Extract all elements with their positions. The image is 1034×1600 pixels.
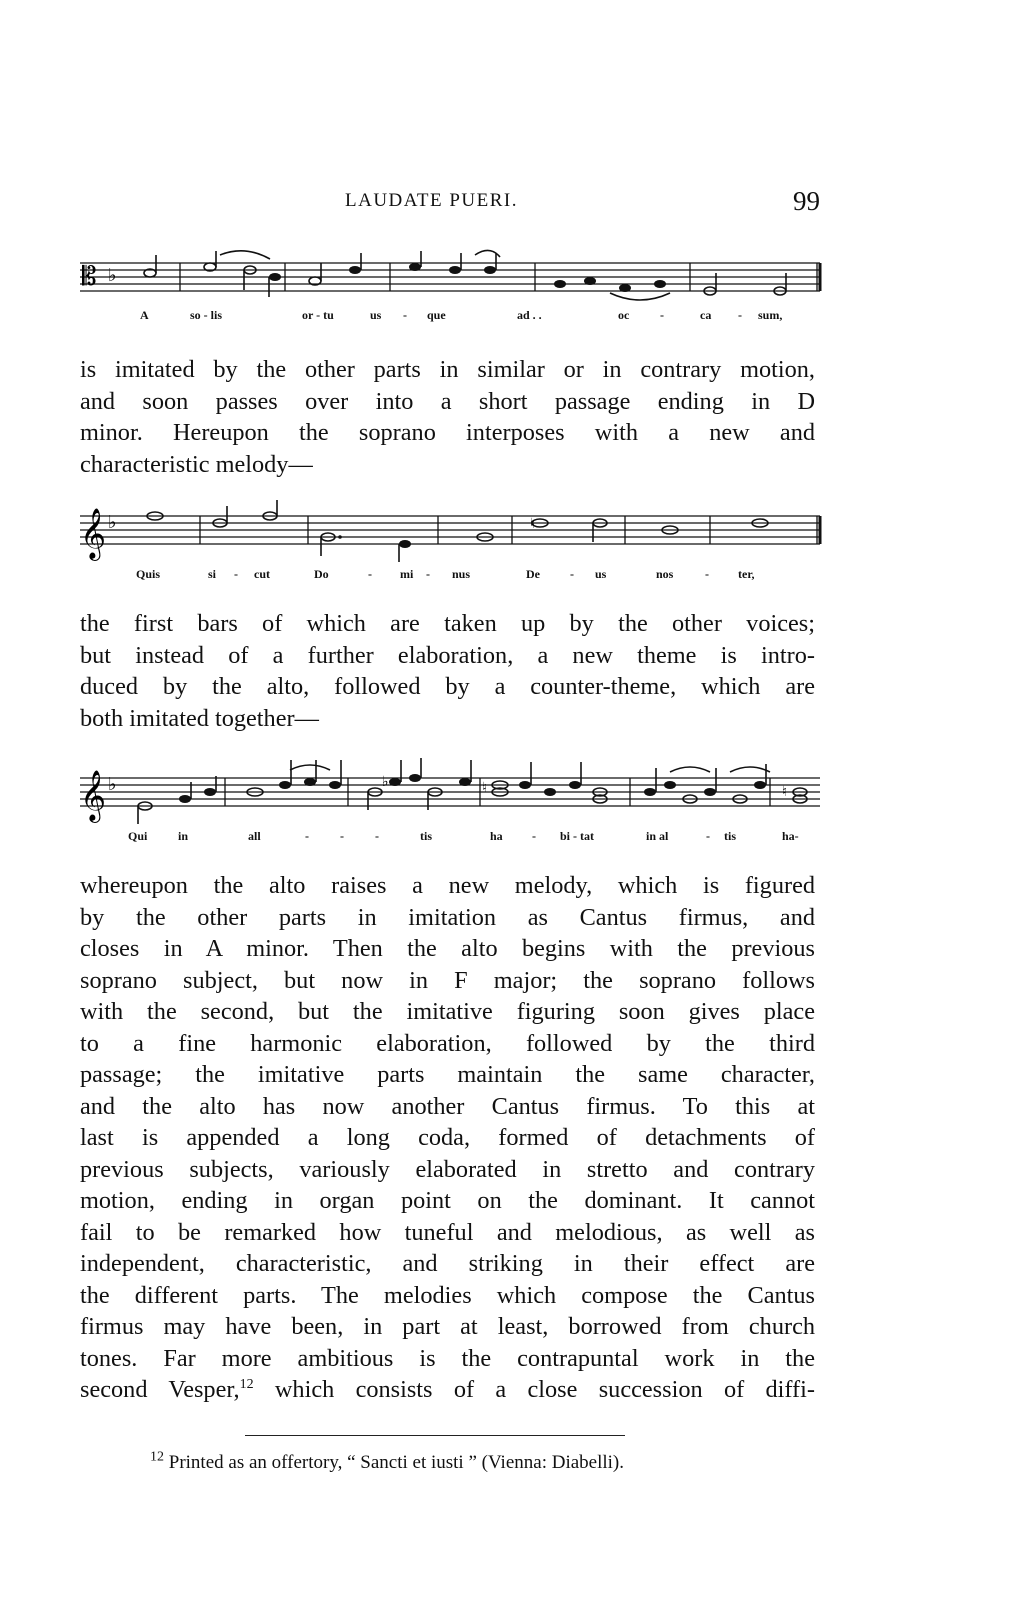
music-example-3: [70, 752, 830, 842]
page-number: 99: [793, 186, 820, 216]
lyric-syllable: mi: [400, 567, 414, 581]
lyric-syllable: -: [570, 567, 574, 581]
natural-icon: ♮: [782, 785, 788, 800]
text-line: closes in A minor. Then the alto begins with the previous: [80, 935, 815, 962]
lyric-syllable: cut: [254, 567, 270, 581]
text-line: independent, characteristic, and striking in their effect are: [80, 1250, 815, 1277]
flat-icon: ♭: [108, 774, 117, 794]
lyric-syllable: sum,: [758, 308, 783, 322]
flat-icon: ♭: [108, 512, 117, 532]
paragraph-1: [80, 354, 815, 480]
lyric-syllable: us: [370, 308, 382, 322]
text-line: last is appended a long coda, formed of detachments of: [80, 1124, 815, 1151]
text-fragment: second Vesper,: [80, 1376, 240, 1403]
lyric-syllable: all: [248, 829, 261, 843]
text-line: and soon passes over into a short passage ending in D: [80, 387, 815, 415]
lyric-syllable: bi - tat: [560, 829, 594, 843]
text-line: duced by the alto, followed by a counter-theme, which are: [80, 673, 815, 700]
lyric-syllable: ha-: [782, 829, 799, 843]
footnote: [150, 1449, 624, 1474]
text-line: motion, ending in organ point on the dominant. It cannot: [80, 1187, 815, 1214]
treble-clef-icon: 𝄞: [80, 770, 107, 821]
lyric-syllable: que: [427, 308, 446, 322]
treble-clef-icon: 𝄞: [80, 508, 107, 559]
music-staff-2: [70, 500, 830, 580]
footnote-marker: 12: [150, 1449, 164, 1465]
lyric-syllable: -: [234, 567, 238, 581]
natural-icon: ♮: [482, 781, 488, 796]
flat-icon: ♭: [108, 265, 117, 285]
natural-icon: ♮: [530, 517, 536, 532]
lyric-syllable: nos: [656, 567, 674, 581]
lyric-syllable: nus: [452, 567, 471, 581]
lyric-syllable: tis: [724, 829, 736, 843]
page-header: [80, 186, 820, 230]
music-example-2: [70, 500, 830, 580]
lyric-syllable: si: [208, 567, 217, 581]
lyric-syllable: -: [340, 829, 344, 843]
lyric-syllable: or - tu: [302, 308, 334, 322]
lyric-syllable: ad . .: [517, 308, 542, 322]
lyric-syllable: -: [706, 829, 710, 843]
paragraph-3: [80, 870, 815, 1406]
lyric-syllable: Quis: [136, 567, 161, 581]
text-line: soprano subject, but now in F major; the soprano follows: [80, 966, 815, 994]
text-line: whereupon the alto raises a new melody, which is figured: [80, 872, 815, 899]
text-line: by the other parts in imitation as Cantus firmus, and: [80, 903, 815, 931]
paragraph-2: [80, 608, 815, 734]
text-line: the different parts. The melodies which compose the Cantus: [80, 1281, 815, 1309]
lyric-syllable: Do: [314, 567, 329, 581]
lyric-syllable: Qui: [128, 829, 148, 843]
text-line: both imitated together—: [80, 704, 319, 732]
music-example-1: [70, 255, 830, 327]
lyric-syllable: tis: [420, 829, 432, 843]
lyric-syllable: -: [532, 829, 536, 843]
text-line: tones. Far more ambitious is the contrapuntal work in the: [80, 1344, 815, 1372]
lyric-syllable: -: [660, 308, 664, 322]
lyric-syllable: -: [368, 567, 372, 581]
lyric-syllable: -: [375, 829, 379, 843]
text-line: to a fine harmonic elaboration, followed by the third: [80, 1029, 815, 1057]
running-title: LAUDATE PUERI.: [345, 190, 518, 211]
text-line-with-footnote: [80, 1374, 815, 1406]
lyric-syllable: ter,: [738, 567, 755, 581]
text-line: previous subjects, variously elaborated in stretto and contrary: [80, 1155, 815, 1183]
text-fragment: which consists of a close succession of diffi-: [253, 1376, 815, 1403]
lyric-syllable: A: [140, 308, 149, 322]
lyric-syllable: -: [738, 308, 742, 322]
footnote-divider: [245, 1435, 625, 1436]
text-line: characteristic melody—: [80, 450, 313, 478]
lyric-syllable: in al: [646, 829, 669, 843]
text-line: firmus may have been, in part at least, borrowed from church: [80, 1313, 815, 1340]
footnote-reference[interactable]: 12: [239, 1376, 254, 1392]
lyric-syllable: ca: [700, 308, 712, 322]
lyric-syllable: ha: [490, 829, 503, 843]
text-line: but instead of a further elaboration, a new theme is intro-: [80, 641, 815, 669]
text-line: the first bars of which are taken up by the other voices;: [80, 610, 815, 637]
footnote-text: Printed as an offertory, “ Sancti et iusti ” (Vienna: Diabelli).: [164, 1452, 624, 1473]
lyric-syllable: -: [305, 829, 309, 843]
lyric-syllable: so - lis: [190, 308, 223, 322]
music-staff-1: [70, 255, 830, 327]
clef-icon: 𝄡: [82, 262, 97, 292]
text-line: fail to be remarked how tuneful and melodious, as well as: [80, 1218, 815, 1246]
lyric-syllable: in: [178, 829, 189, 843]
text-line: and the alto has now another Cantus firmus. To this at: [80, 1092, 815, 1120]
lyric-syllable: oc: [618, 308, 630, 322]
flat-accidental-icon: ♭: [382, 775, 389, 790]
music-staff-3: [70, 752, 830, 842]
lyric-syllable: -: [426, 567, 430, 581]
lyric-syllable: De: [526, 567, 540, 581]
text-line: minor. Hereupon the soprano interposes with a new and: [80, 419, 815, 446]
lyric-syllable: us: [595, 567, 607, 581]
text-line: is imitated by the other parts in similar or in contrary motion,: [80, 356, 815, 383]
text-line: passage; the imitative parts maintain the same character,: [80, 1061, 815, 1088]
lyric-syllable: -: [403, 308, 407, 322]
text-line: with the second, but the imitative figuring soon gives place: [80, 998, 815, 1025]
lyric-syllable: -: [705, 567, 709, 581]
